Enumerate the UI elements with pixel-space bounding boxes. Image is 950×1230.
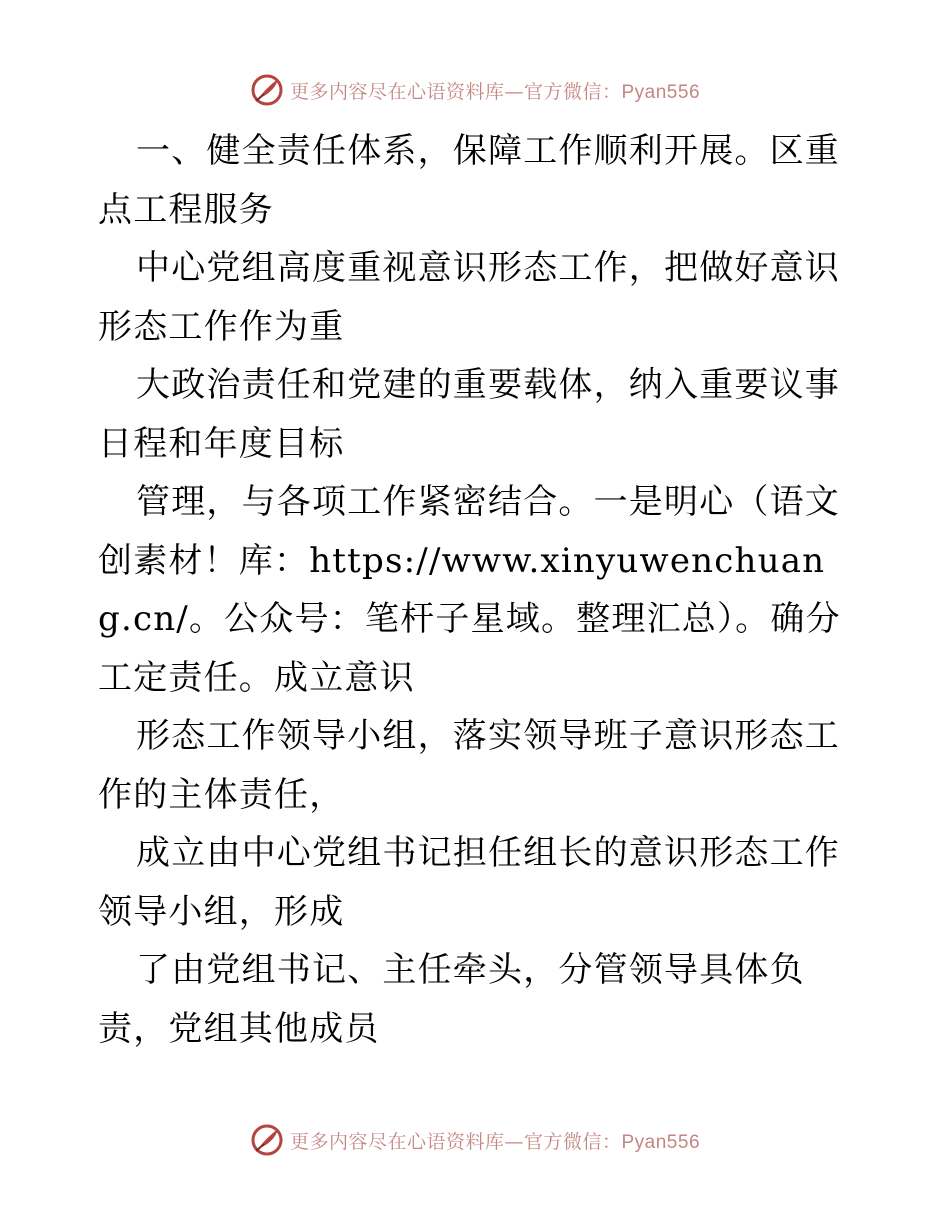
- footer-banner-text: [290, 1127, 700, 1154]
- paragraph: 形态工作领导小组，落实领导班子意识形态工作的主体责任，: [98, 716, 840, 815]
- header-banner: [0, 70, 950, 110]
- header-banner-cn: 更多内容尽在心语资料库—官方微信：: [289, 80, 622, 103]
- footer-wechat-id: Pyan556: [621, 1131, 701, 1153]
- paragraph: 大政治责任和党建的重要载体，纳入重要议事日程和年度目标: [98, 365, 840, 464]
- quill-logo-icon: [250, 73, 284, 107]
- paragraph: 一、健全责任体系，保障工作顺利开展。区重点工程服务: [98, 131, 840, 230]
- header-wechat-id: Pyan556: [621, 81, 701, 103]
- header-banner-text: [290, 77, 700, 104]
- paragraph: 管理，与各项工作紧密结合。一是明心（语文创素材！库：https://www.xinyuwenchuang.cn/。公众号：笔杆子星域。整理汇总）。确分工定责任。成立意识: [98, 482, 841, 698]
- paragraph: 中心党组高度重视意识形态工作，把做好意识形态工作作为重: [98, 248, 840, 347]
- paragraph: 了由党组书记、主任牵头，分管领导具体负责，党组其他成员: [98, 950, 805, 1049]
- footer-banner: [0, 1120, 950, 1160]
- footer-banner-cn: 更多内容尽在心语资料库—官方微信：: [289, 1130, 622, 1153]
- document-body: [98, 122, 858, 1058]
- paragraph: 成立由中心党组书记担任组长的意识形态工作领导小组，形成: [98, 833, 840, 932]
- quill-logo-icon: [250, 1123, 284, 1157]
